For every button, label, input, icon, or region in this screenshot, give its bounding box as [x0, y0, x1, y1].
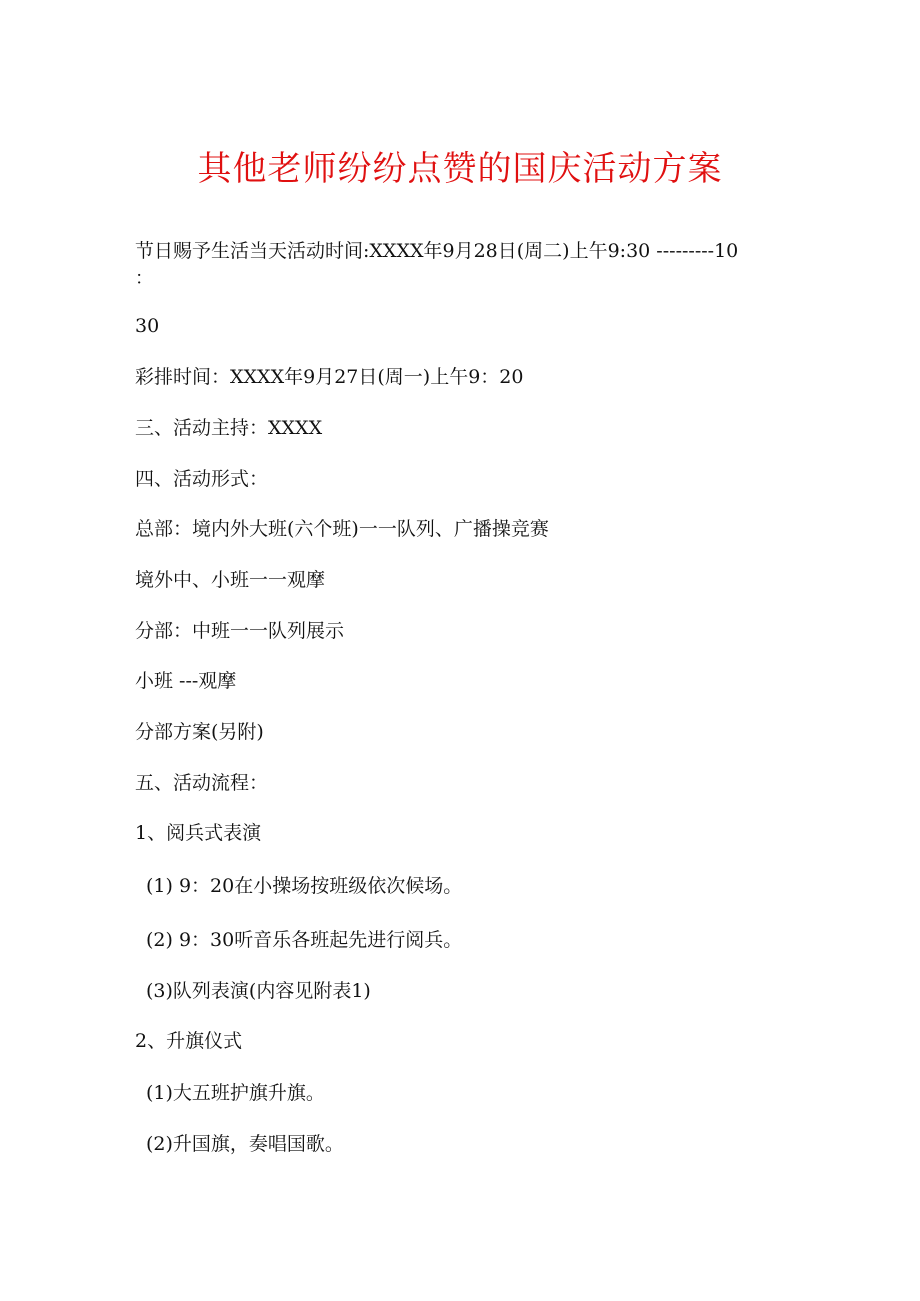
- activity-time-minutes: 30: [135, 315, 160, 337]
- activity-time-colon: ：: [135, 268, 153, 289]
- parade-heading: 1、阅兵式表演: [135, 822, 262, 844]
- activity-form-heading: 四、活动形式：: [135, 468, 269, 490]
- rehearsal-time-line: 彩排时间：XXXX年9月27日(周一)上午9：20: [135, 366, 524, 388]
- branch-line: 分部：中班一一队列展示: [135, 620, 345, 642]
- flag-step-2: (2)升国旗，奏唱国歌。: [146, 1133, 344, 1155]
- flag-ceremony-heading: 2、升旗仪式: [135, 1030, 243, 1052]
- branch-plan-line: 分部方案(另附): [135, 721, 264, 743]
- document-title: 其他老师纷纷点赞的国庆活动方案: [197, 149, 723, 189]
- parade-step-2: (2) 9：30听音乐各班起先进行阅兵。: [146, 929, 463, 951]
- activity-flow-heading: 五、活动流程：: [135, 772, 269, 794]
- middle-small-class-line: 境外中、小班一一观摩: [135, 569, 326, 591]
- host-line: 三、活动主持：XXXX: [135, 417, 323, 439]
- small-class-line: 小班 ---观摩: [135, 670, 237, 692]
- flag-step-1: (1)大五班护旗升旗。: [146, 1082, 325, 1104]
- activity-time-line: 节日赐予生活当天活动时间:XXXX年9月28日(周二)上午9:30 ---------10: [135, 240, 739, 262]
- parade-step-1: (1) 9：20在小操场按班级依次候场。: [146, 875, 463, 897]
- parade-step-3: (3)队列表演(内容见附表1): [146, 980, 371, 1002]
- headquarters-line: 总部：境内外大班(六个班)一一队列、广播操竞赛: [135, 518, 549, 540]
